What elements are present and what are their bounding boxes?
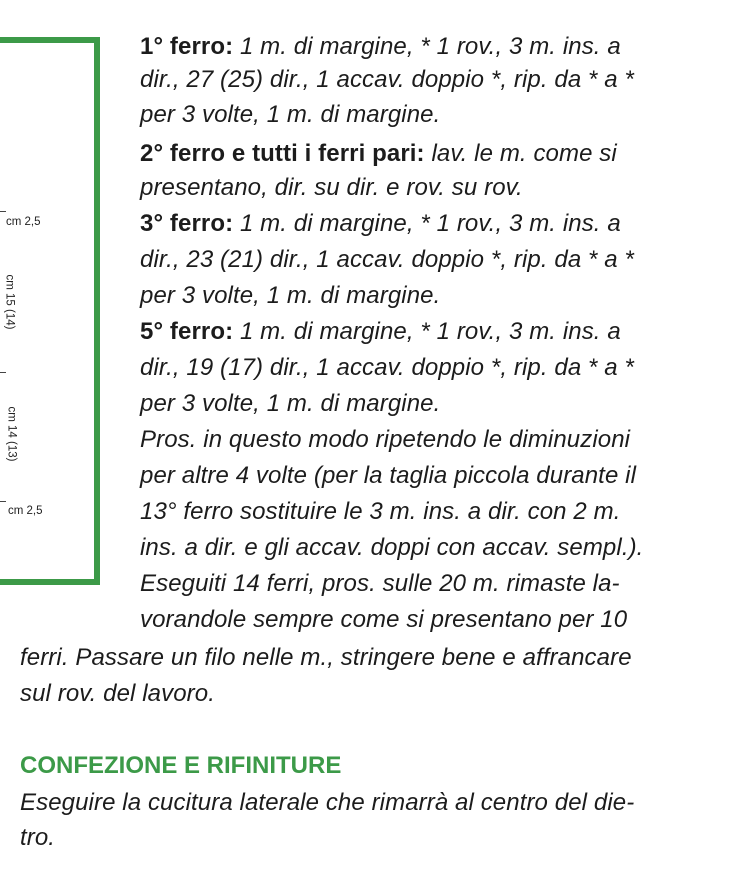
dim-label-lower: cm 14 (13) — [5, 406, 18, 462]
continuation-line-4: ins. a dir. e gli accav. doppi con accav. sempl.). — [140, 534, 644, 561]
row1-text: 1 m. di margine, * 1 rov., 3 m. ins. a — [239, 33, 621, 60]
dimension-tick — [0, 501, 6, 502]
dimension-tick — [0, 211, 6, 212]
finishing-line-1: Eseguire la cucitura laterale che rimarrà al centro del die- — [20, 789, 635, 816]
row5-line-3: per 3 volte, 1 m. di margine. — [140, 390, 441, 417]
finishing-line-2: tro. — [20, 824, 56, 851]
row2-text: lav. le m. come si — [431, 140, 617, 167]
row5-text: 1 m. di margine, * 1 rov., 3 m. ins. a — [239, 318, 621, 345]
dim-label-top: cm 2,5 — [6, 216, 41, 228]
row2-line-2: presentano, dir. su dir. e rov. su rov. — [140, 174, 523, 201]
row3-line-1 — [140, 209, 621, 239]
continuation-line-5: Eseguiti 14 ferri, pros. sulle 20 m. rimaste la- — [140, 570, 620, 597]
row1-line-2: dir., 27 (25) dir., 1 accav. doppio *, rip. da * a * — [140, 66, 634, 93]
continuation-line-8: sul rov. del lavoro. — [20, 680, 215, 707]
row3-line-3: per 3 volte, 1 m. di margine. — [140, 282, 441, 309]
row1-line-1 — [140, 32, 621, 62]
row2-line-1 — [140, 139, 617, 169]
row3-label: 3° ferro: — [140, 210, 234, 237]
continuation-line-7: ferri. Passare un filo nelle m., stringere bene e affrancare — [20, 644, 632, 671]
dim-label-bottom: cm 2,5 — [8, 505, 43, 517]
continuation-line-6: vorandole sempre come si presentano per 10 — [140, 606, 628, 633]
row1-line-3: per 3 volte, 1 m. di margine. — [140, 101, 441, 128]
row5-line-1 — [140, 317, 621, 347]
row5-line-2: dir., 19 (17) dir., 1 accav. doppio *, rip. da * a * — [140, 354, 634, 381]
continuation-line-2: per altre 4 volte (per la taglia piccola durante il — [140, 462, 637, 489]
row5-label: 5° ferro: — [140, 318, 234, 345]
row3-text: 1 m. di margine, * 1 rov., 3 m. ins. a — [239, 210, 621, 237]
continuation-line-3: 13° ferro sostituire le 3 m. ins. a dir. con 2 m. — [140, 498, 621, 525]
dimension-tick — [0, 372, 6, 373]
continuation-line-1: Pros. in questo modo ripetendo le diminuzioni — [140, 426, 631, 453]
row3-line-2: dir., 23 (21) dir., 1 accav. doppio *, rip. da * a * — [140, 246, 634, 273]
dim-label-upper: cm 15 (14) — [3, 274, 16, 330]
section-heading: CONFEZIONE E RIFINITURE — [20, 752, 342, 779]
row1-label: 1° ferro: — [140, 33, 234, 60]
row2-label: 2° ferro e tutti i ferri pari: — [140, 140, 425, 167]
